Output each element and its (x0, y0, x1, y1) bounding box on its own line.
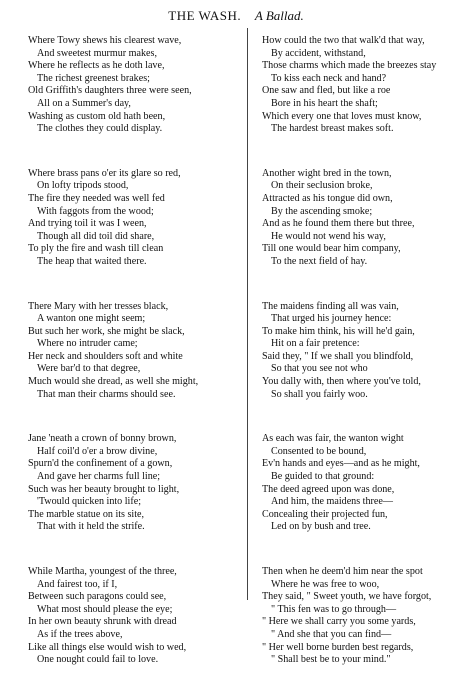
verse-line: To ply the fire and wash till clean (28, 243, 164, 255)
verse-line: The deed agreed upon was done, (262, 483, 395, 495)
verse-line: " Shall best be to your mind." (271, 654, 391, 666)
verse-line: Old Griffith's daughters three were seen, (28, 85, 192, 97)
verse-line: Another wight bred in the town, (262, 167, 392, 179)
verse-line: And as he found them there but three, (262, 218, 415, 230)
verse-line: Bore in his heart the shaft; (271, 97, 378, 109)
verse-line: Such was her beauty brought to light, (28, 483, 180, 495)
verse-line: Where he reflects as he doth lave, (28, 60, 165, 72)
verse-line: You dally with, then where you've told, (262, 376, 421, 388)
verse-line: Spurn'd the confinement of a gown, (28, 458, 173, 470)
verse-line: Jane 'neath a crown of bonny brown, (28, 433, 177, 445)
verse-line: The richest greenest brakes; (37, 72, 150, 84)
verse-line: Till one would bear him company, (262, 243, 401, 255)
verse-line: The clothes they could display. (37, 123, 163, 135)
verse-line: Concealing their projected fun, (262, 508, 388, 520)
verse-line: " This fen was to go through— (271, 603, 397, 615)
verse-line: " Here we shall carry you some yards, (262, 616, 416, 628)
stanza (262, 301, 472, 402)
verse-line: Attracted as his tongue did own, (262, 192, 393, 204)
verse-line: Where brass pans o'er its glare so red, (28, 167, 181, 179)
verse-line: Hit on a fair pretence: (271, 338, 360, 350)
verse-line: The maidens finding all was vain, (262, 300, 399, 312)
stanza (262, 35, 472, 136)
stanza (262, 566, 472, 667)
verse-line: Ev'n hands and eyes—and as he might, (262, 458, 420, 470)
verse-line: What most should please the eye; (37, 603, 173, 615)
verse-line: Then when he deem'd him near the spot (262, 566, 423, 577)
verse-line: And fairest too, if I, (37, 578, 118, 590)
verse-line: A wanton one might seem; (37, 313, 146, 325)
verse-line: That urged his journey hence: (271, 313, 392, 325)
verse-line: In her own beauty shrunk with dread (28, 616, 177, 628)
stanza (28, 566, 242, 667)
column-divider (247, 28, 248, 600)
verse-line: With faggots from the wood; (37, 205, 154, 217)
verse-line: Which every one that loves must know, (262, 110, 422, 122)
verse-line: Much would she dread, as well she might, (28, 376, 199, 388)
verse-line: Be guided to that ground: (271, 471, 375, 483)
verse-line: There Mary with her tresses black, (28, 300, 169, 312)
verse-line: One saw and fled, but like a roe (262, 85, 391, 97)
verse-line: And gave her charms full line; (37, 471, 161, 483)
stanza (28, 433, 242, 534)
verse-line: Like all things else would wish to wed, (28, 641, 187, 653)
verse-line: By the ascending smoke; (271, 205, 373, 217)
verse-line: So that you see not who (271, 363, 368, 375)
verse-line: " And she that you can find— (271, 628, 392, 640)
verse-line: One nought could fail to love. (37, 654, 159, 666)
verse-line: Though all did toil did share, (37, 230, 155, 242)
stanza (28, 35, 242, 136)
verse-line: Were bar'd to that degree, (37, 363, 141, 375)
verse-line: " Her well borne burden best regards, (262, 641, 414, 653)
verse-line: The fire they needed was well fed (28, 192, 165, 204)
verse-line: But such her work, she might be slack, (28, 325, 185, 337)
verse-line: Said they, " If we shall you blindfold, (262, 350, 414, 362)
verse-line: He would not wend his way, (271, 230, 386, 242)
verse-line: As each was fair, the wanton wight (262, 433, 404, 445)
verse-line: And trying toil it was I ween, (28, 218, 147, 230)
verse-line: 'Twould quicken into life; (37, 496, 141, 508)
verse-line: To kiss each neck and hand? (271, 72, 387, 84)
verse-line: To the next field of hay. (271, 255, 368, 267)
verse-line: The heap that waited there. (37, 255, 147, 267)
verse-line: Where no intruder came; (37, 338, 138, 350)
verse-line: Where Towy shews his clearest wave, (28, 35, 182, 46)
verse-line: The hardest breast makes soft. (271, 123, 394, 135)
stanza (262, 433, 472, 534)
poem-subtitle: A Ballad. (254, 8, 304, 23)
verse-line: So shall you fairly woo. (271, 388, 368, 400)
verse-line: All on a Summer's day, (37, 97, 131, 109)
verse-line: To make him think, his will he'd gain, (262, 325, 415, 337)
verse-line: That with it held the strife. (37, 521, 145, 533)
verse-line: Washing as custom old hath been, (28, 110, 166, 122)
verse-line: Between such paragons could see, (28, 591, 167, 603)
verse-line: Where he was free to woo, (271, 578, 380, 590)
verse-line: Led on by bush and tree. (271, 521, 371, 533)
verse-line: They said, " Sweet youth, we have forgot, (262, 591, 432, 603)
verse-line: Her neck and shoulders soft and white (28, 350, 183, 362)
verse-line: As if the trees above, (37, 628, 123, 640)
verse-line: And sweetest murmur makes, (37, 47, 157, 59)
poem-title: THE WASH. (168, 8, 242, 23)
verse-line: By accident, withstand, (271, 47, 366, 59)
stanza (28, 168, 242, 269)
stanza (262, 168, 472, 269)
page-header (0, 8, 472, 24)
verse-line: Consented to be bound, (271, 445, 367, 457)
verse-line: Half coil'd o'er a brow divine, (37, 445, 158, 457)
left-column (28, 35, 242, 699)
verse-line: The marble statue on its site, (28, 508, 145, 520)
right-column (262, 35, 472, 699)
verse-line: On their seclusion broke, (271, 180, 373, 192)
stanza (28, 301, 242, 402)
verse-line: And him, the maidens three— (271, 496, 393, 508)
verse-line: While Martha, youngest of the three, (28, 566, 177, 577)
verse-line: Those charms which made the breezes stay (262, 60, 437, 72)
verse-line: On lofty tripods stood, (37, 180, 129, 192)
verse-line: That man their charms should see. (37, 388, 176, 400)
verse-line: How could the two that walk'd that way, (262, 35, 425, 46)
